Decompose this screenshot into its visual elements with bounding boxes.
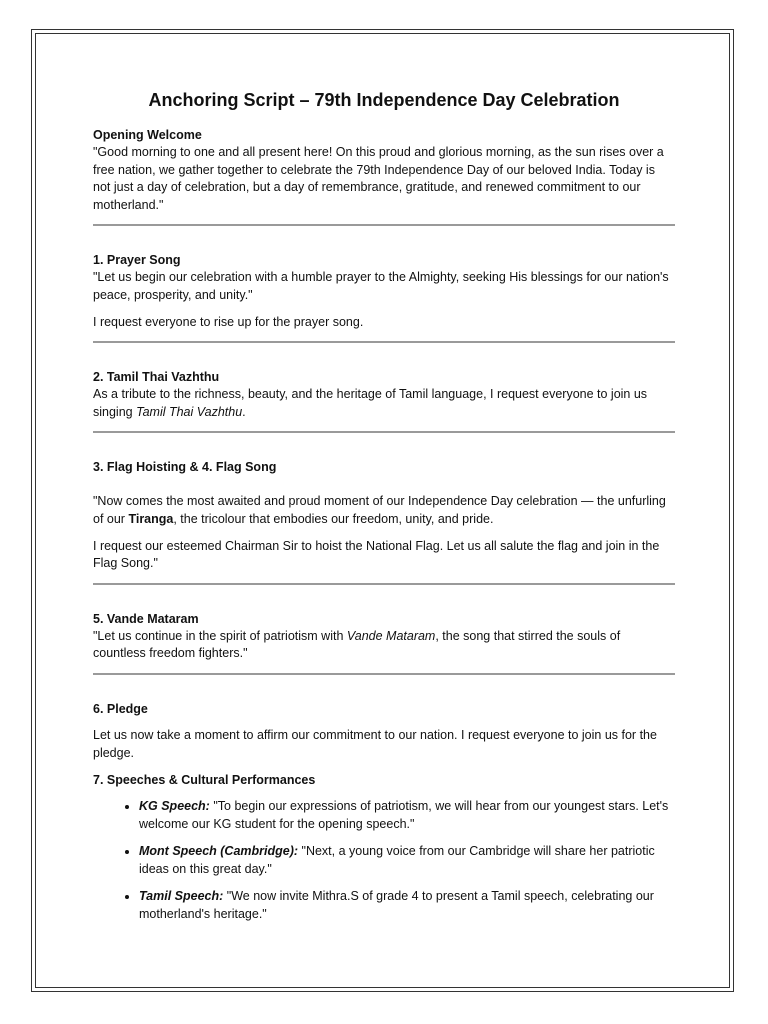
speech-label: Tamil Speech: xyxy=(139,889,224,904)
document-title: Anchoring Script – 79th Independence Day Celebration xyxy=(148,90,620,110)
speech-label: KG Speech: xyxy=(139,799,210,814)
text-run: . xyxy=(242,404,246,419)
speech-label: Mont Speech (Cambridge): xyxy=(139,844,299,859)
document-content xyxy=(93,88,675,932)
section-text: "Good morning to one and all present here! On this proud and glorious morning, as the sun rises over a free nation, we gather together to celebrate the 79th Independence Day of our beloved India. Today is not just a day of celebration, but a day of remembrance, gratitude, and renewed commitment to our motherland." xyxy=(93,145,664,212)
section-divider xyxy=(93,431,675,433)
speech-list xyxy=(93,797,675,923)
list-item xyxy=(139,887,675,923)
text-run: , the tricolour that embodies our freedom, unity, and pride. xyxy=(173,511,494,526)
section-text xyxy=(93,628,675,663)
section-text xyxy=(93,493,675,528)
section-divider xyxy=(93,341,675,343)
section-speeches xyxy=(93,771,675,923)
section-text: Let us now take a moment to affirm our commitment to our nation. I request everyone to join us for the pledge. xyxy=(93,727,657,760)
section-text: "Let us begin our celebration with a humble prayer to the Almighty, seeking His blessings for our nation's peace, prosperity, and unity." xyxy=(93,270,669,302)
section-text xyxy=(93,386,675,421)
section-heading: 7. Speeches & Cultural Performances xyxy=(93,773,316,788)
section-text: I request everyone to rise up for the prayer song. xyxy=(93,314,364,329)
section-heading: 3. Flag Hoisting & 4. Flag Song xyxy=(93,460,277,475)
text-run: "Now comes the most awaited and proud moment of our Independence Day celebration — the unfurling of our xyxy=(93,494,666,526)
section-flag xyxy=(93,458,675,572)
section-tamil-thai xyxy=(93,368,675,421)
speech-text: "Next, a young voice from our Cambridge will share her patriotic ideas on this great day." xyxy=(139,844,655,877)
section-pledge xyxy=(93,700,675,762)
section-heading: Opening Welcome xyxy=(93,128,202,142)
list-item xyxy=(139,797,675,833)
italic-text: Tamil Thai Vazhthu xyxy=(136,404,243,419)
section-heading: 5. Vande Mataram xyxy=(93,611,199,626)
list-item xyxy=(139,842,675,878)
section-text: I request our esteemed Chairman Sir to hoist the National Flag. Let us all salute the flag and join in the Flag Song." xyxy=(93,538,660,571)
section-divider xyxy=(93,673,675,675)
text-run: As a tribute to the richness, beauty, and the heritage of Tamil language, I request everyone to join us singing xyxy=(93,387,648,419)
section-heading: 1. Prayer Song xyxy=(93,253,181,268)
section-divider xyxy=(93,224,675,226)
text-run: , the song that stirred the souls of countless freedom fighters." xyxy=(93,628,621,661)
section-vande xyxy=(93,610,675,663)
text-run: "Let us continue in the spirit of patriotism with xyxy=(93,628,347,643)
italic-text: Vande Mataram xyxy=(346,628,436,643)
speech-text: "To begin our expressions of patriotism, we will hear from our youngest stars. Let's welcome our KG student for the opening speech." xyxy=(139,799,669,832)
speech-text: "We now invite Mithra.S of grade 4 to present a Tamil speech, celebrating our motherland's heritage." xyxy=(139,889,654,922)
section-heading: 6. Pledge xyxy=(93,701,148,716)
bold-text: Tiranga xyxy=(128,511,174,526)
section-divider xyxy=(93,583,675,585)
section-prayer xyxy=(93,251,675,331)
section-heading: 2. Tamil Thai Vazhthu xyxy=(93,370,220,385)
section-opening xyxy=(93,126,675,214)
